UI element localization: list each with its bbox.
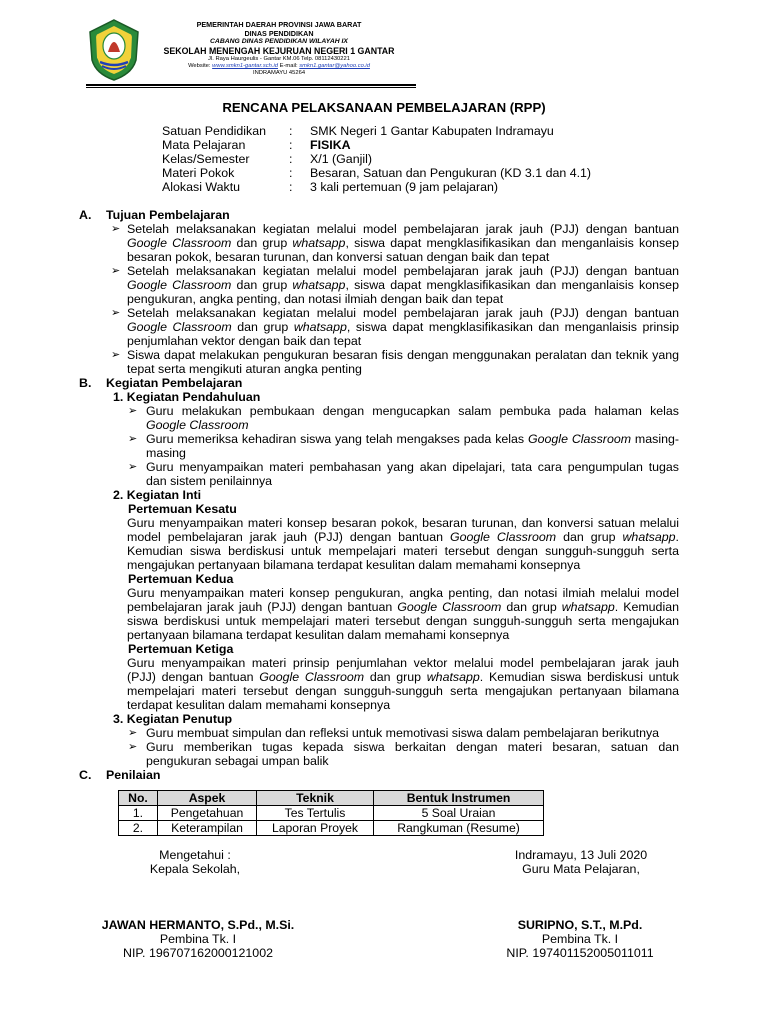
table-header: Teknik: [257, 791, 374, 806]
identity-block: [162, 124, 591, 194]
table-cell: Tes Tertulis: [257, 806, 374, 821]
section-title: Tujuan Pembelajaran: [106, 208, 230, 222]
table-header: Bentuk Instrumen: [374, 791, 544, 806]
identity-value: X/1 (Ganjil): [310, 152, 372, 166]
arrow-bullet-icon: ➢: [111, 223, 121, 235]
section-number: C.: [79, 768, 92, 782]
letterhead-school-name: SEKOLAH MENENGAH KEJURUAN NEGERI 1 GANTAR: [163, 46, 395, 56]
table-cell: 2.: [119, 821, 158, 836]
table-header: Aspek: [158, 791, 257, 806]
activity-item: ➢ Guru memeriksa kehadiran siswa yang telah mengakses pada kelas Google Classroom masing-masing: [128, 432, 679, 460]
signature-left: [80, 918, 316, 960]
objective-item: ➢ Setelah melaksanakan kegiatan melalui model pembelajaran jarak jauh (PJJ) dengan bantuan Google Classroom dan grup whatsapp, siswa dapat mengklasifikasikan dan menganlaisis prinsip penjumlahan vektor dengan baik dan tepat: [111, 306, 679, 348]
table-cell: 1.: [119, 806, 158, 821]
identity-value: 3 kali pertemuan (9 jam pelajaran): [310, 180, 499, 194]
letterhead-government: PEMERINTAH DAERAH PROVINSI JAWA BARAT: [196, 20, 362, 29]
signature-right-header: [486, 848, 676, 876]
section-title: Penilaian: [106, 768, 161, 782]
section-c-heading: [79, 768, 679, 782]
table-row: [119, 806, 544, 821]
arrow-bullet-icon: ➢: [111, 307, 121, 319]
section-a-heading: [79, 208, 679, 222]
objective-item: ➢ Siswa dapat melakukan pengukuran besaran fisis dengan menggunakan peralatan dan teknik yang tepat serta mengikuti aturan angka penting: [111, 348, 679, 376]
identity-row: [162, 124, 591, 138]
table-cell: Keterampilan: [158, 821, 257, 836]
email-label: E-mail:: [279, 63, 298, 69]
arrow-bullet-icon: ➢: [128, 727, 138, 739]
signature-right: [480, 918, 680, 960]
arrow-bullet-icon: ➢: [111, 349, 121, 361]
letterhead: [86, 14, 416, 86]
letterhead-contact: [144, 63, 414, 70]
letterhead-city: INDRAMAYU 45264: [252, 70, 306, 76]
arrow-bullet-icon: ➢: [128, 741, 138, 753]
objective-item: ➢ Setelah melaksanakan kegiatan melalui model pembelajaran jarak jauh (PJJ) dengan bantuan Google Classroom dan grup whatsapp, siswa dapat mengklasifikasikan dan menganlaisis konsep pengukuran, angka penting, dan notasi ilmiah dengan baik dan tepat: [111, 264, 679, 306]
document-title: RENCANA PELAKSANAAN PEMBELAJARAN (RPP): [222, 100, 546, 115]
identity-value: SMK Negeri 1 Gantar Kabupaten Indramayu: [310, 124, 554, 138]
identity-sep: :: [289, 166, 293, 180]
table-header: No.: [119, 791, 158, 806]
meeting-3-text: Guru menyampaikan materi prinsip penjumlahan vektor melalui model pembelajaran jarak jauh (PJJ) dengan bantuan Google Classroom dan grup whatsapp. Kemudian siswa berdiskusi untuk mempelajari materi tersebut dengan sungguh-sungguh serta mengajukan pertanyaan bilamana terdapat kesulitan dalam memahami konsepnya: [127, 656, 679, 712]
table-cell: Pengetahuan: [158, 806, 257, 821]
arrow-bullet-icon: ➢: [111, 265, 121, 277]
identity-sep: :: [289, 138, 293, 152]
headmaster-role: Kepala Sekolah,: [149, 862, 241, 876]
arrow-bullet-icon: ➢: [128, 433, 138, 445]
activity-item: ➢ Guru menyampaikan materi pembahasan yang akan dipelajari, tata cara pengumpulan tugas dan sistem penilainnya: [128, 460, 679, 488]
headmaster-rank: Pembina Tk. I: [159, 932, 237, 946]
identity-key: Kelas/Semester: [162, 152, 250, 166]
table-row: [119, 821, 544, 836]
document-body: [79, 208, 679, 782]
website-link[interactable]: www.smkn1-gantar.sch.id: [212, 63, 278, 69]
letterhead-text: [144, 20, 414, 77]
meeting-2-heading: Pertemuan Kedua: [128, 572, 234, 586]
table-cell: 5 Soal Uraian: [374, 806, 544, 821]
closing-item: ➢ Guru membuat simpulan dan refleksi untuk memotivasi siswa dalam pembelajaran berikutnya: [128, 726, 660, 740]
identity-key: Satuan Pendidikan: [162, 124, 267, 138]
table-header-row: [119, 791, 544, 806]
closing-item: ➢ Guru memberikan tugas kepada siswa berkaitan dengan materi besaran, satuan dan pengukuran sebagai umpan balik: [128, 740, 679, 768]
arrow-bullet-icon: ➢: [128, 405, 138, 417]
letterhead-address: Jl. Raya Haurgeulis - Gantar KM.06 Telp. 08112430221: [208, 56, 350, 62]
identity-key: Mata Pelajaran: [162, 138, 246, 152]
letterhead-divider-thin: [86, 87, 416, 88]
pendahuluan-heading: 1. Kegiatan Pendahuluan: [113, 390, 261, 404]
signature-left-header: [120, 848, 270, 876]
headmaster-name: JAWAN HERMANTO, S.Pd., M.Si.: [101, 918, 295, 932]
place-date: Indramayu, 13 Juli 2020: [514, 848, 648, 862]
identity-row: [162, 180, 591, 194]
meeting-1-heading: Pertemuan Kesatu: [128, 502, 237, 516]
teacher-nip: NIP. 197401152005011011: [506, 946, 654, 960]
identity-sep: :: [289, 152, 293, 166]
assessment-table: [118, 790, 544, 836]
meeting-3-heading: Pertemuan Ketiga: [128, 642, 234, 656]
teacher-rank: Pembina Tk. I: [541, 932, 619, 946]
identity-sep: :: [289, 180, 293, 194]
identity-key: Materi Pokok: [162, 166, 235, 180]
section-number: B.: [79, 376, 92, 390]
table-cell: Rangkuman (Resume): [374, 821, 544, 836]
section-number: A.: [79, 208, 92, 222]
identity-value: Besaran, Satuan dan Pengukuran (KD 3.1 dan 4.1): [310, 166, 592, 180]
headmaster-nip: NIP. 196707162000121002: [123, 946, 273, 960]
identity-row: [162, 152, 591, 166]
section-title: Kegiatan Pembelajaran: [106, 376, 243, 390]
identity-sep: :: [289, 124, 293, 138]
teacher-role: Guru Mata Pelajaran,: [522, 862, 640, 876]
identity-key: Alokasi Waktu: [162, 180, 241, 194]
identity-row: [162, 166, 591, 180]
penutup-heading: 3. Kegiatan Penutup: [113, 712, 233, 726]
acknowledge-label: Mengetahui :: [159, 848, 231, 862]
arrow-bullet-icon: ➢: [128, 461, 138, 473]
meeting-1-text: Guru menyampaikan materi konsep besaran pokok, besaran turunan, dan konversi satuan melalui model pembelajaran jarak jauh (PJJ) dengan bantuan Google Classroom dan grup whatsapp. Kemudian siswa berdiskusi untuk mempelajari materi tersebut dengan sungguh-sungguh serta mengajukan pertanyaan bilamana terdapat kesulitan dalam memahami konsepnya: [127, 516, 679, 572]
inti-heading: 2. Kegiatan Inti: [113, 488, 202, 502]
section-b-heading: [79, 376, 679, 390]
letterhead-branch: CABANG DINAS PENDIDIKAN WILAYAH IX: [210, 38, 348, 45]
west-java-emblem-icon: [86, 18, 142, 82]
teacher-name: SURIPNO, S.T., M.Pd.: [517, 918, 643, 932]
letterhead-divider-thick: [86, 84, 416, 86]
objective-item: ➢ Setelah melaksanakan kegiatan melalui model pembelajaran jarak jauh (PJJ) dengan bantuan Google Classroom dan grup whatsapp, siswa dapat mengklasifikasikan dan menganlaisis konsep besaran pokok, besaran turunan, dan konversi satuan dengan baik dan tepat: [111, 222, 679, 264]
table-cell: Laporan Proyek: [257, 821, 374, 836]
website-label: Website:: [188, 63, 211, 69]
identity-row: [162, 138, 591, 152]
activity-item: ➢ Guru melakukan pembukaan dengan mengucapkan salam pembuka pada halaman kelas Google Classroom: [128, 404, 679, 432]
meeting-2-text: Guru menyampaikan materi konsep pengukuran, angka penting, dan notasi ilmiah melalui model pembelajaran jarak jauh (PJJ) dengan bantuan Google Classroom dan grup whatsapp. Kemudian siswa berdiskusi untuk mempelajari materi tersebut dengan sungguh-sungguh serta mengajukan pertanyaan bilamana terdapat kesulitan dalam memahami konsepnya: [127, 586, 679, 642]
letterhead-office: DINAS PENDIDIKAN: [244, 29, 314, 38]
identity-value: FISIKA: [310, 138, 351, 152]
email-link[interactable]: smkn1.gantar@yahoo.co.id: [299, 63, 370, 69]
